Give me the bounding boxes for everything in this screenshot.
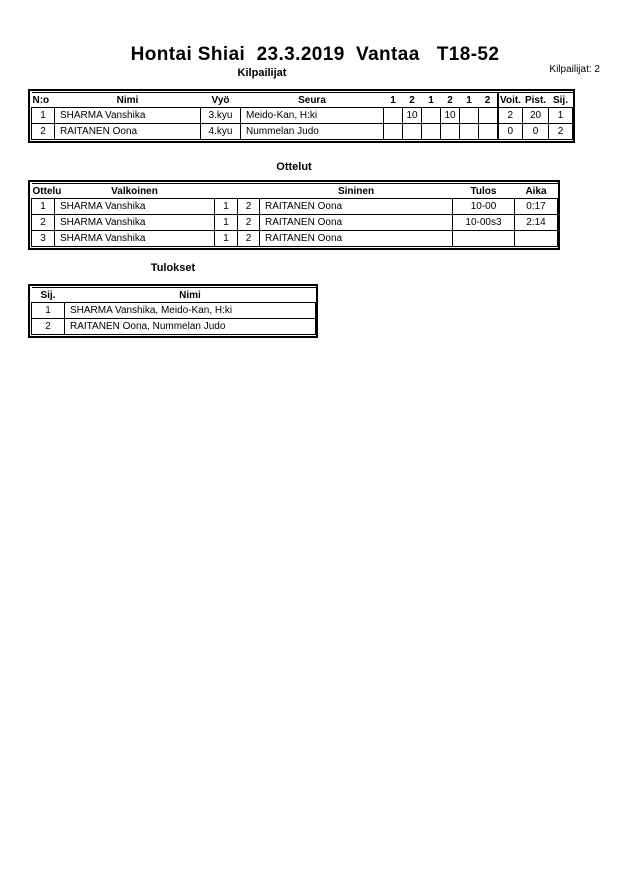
ottelut-header-row [32, 184, 558, 199]
col-header-seura: Seura [241, 93, 384, 108]
kilpailijat-heading: Kilpailijat [237, 67, 287, 79]
col-header-round-6: 2 [479, 93, 498, 108]
tulokset-heading: Tulokset [150, 262, 196, 274]
match-row [32, 215, 558, 231]
cell-nimi: SHARMA Vanshika, Meido-Kan, H:ki [65, 303, 316, 319]
ottelut-heading: Ottelut [276, 161, 312, 173]
cell-vyo: 4.kyu [201, 124, 241, 140]
cell-seura: Meido-Kan, H:ki [241, 108, 384, 124]
cell-sij: 1 [32, 303, 65, 319]
match-row [32, 199, 558, 215]
col-header-round-1: 1 [384, 93, 403, 108]
cell-white-no: 1 [215, 215, 238, 231]
kilpailijat-table-grid [31, 92, 573, 140]
cell-nimi: RAITANEN Oona, Nummelan Judo [65, 319, 316, 335]
ottelut-table [28, 180, 560, 250]
cell-seura: Nummelan Judo [241, 124, 384, 140]
cell-score-4 [441, 124, 460, 140]
cell-voit: 0 [498, 124, 523, 140]
cell-blue-no: 2 [238, 215, 260, 231]
kilpailijat-table [28, 89, 575, 143]
cell-score-2 [403, 124, 422, 140]
col-header-round-5: 1 [460, 93, 479, 108]
kilpailijat-header-row [32, 93, 573, 108]
cell-score-6 [479, 124, 498, 140]
competitor-count: Kilpailijat: 2 [549, 64, 600, 75]
cell-match-no: 1 [32, 199, 55, 215]
col-header-round-4: 2 [441, 93, 460, 108]
col-header-ottelu: Ottelu [32, 185, 62, 197]
cell-valkoinen: SHARMA Vanshika [55, 199, 215, 215]
col-header-valkoinen: Valkoinen [55, 184, 215, 199]
cell-valkoinen: SHARMA Vanshika [55, 215, 215, 231]
tulokset-table [28, 284, 318, 338]
cell-no: 2 [32, 124, 55, 140]
cell-white-no: 1 [215, 231, 238, 247]
cell-score-4: 10 [441, 108, 460, 124]
cell-match-no: 3 [32, 231, 55, 247]
col-header-blue-no [238, 184, 260, 199]
col-header-vyo: Vyö [201, 93, 241, 108]
col-header-round-3: 1 [422, 93, 441, 108]
cell-blue-no: 2 [238, 231, 260, 247]
col-header-voit: Voit. [498, 93, 523, 108]
cell-valkoinen: SHARMA Vanshika [55, 231, 215, 247]
page-title: Hontai Shiai 23.3.2019 Vantaa T18-52 [130, 44, 500, 65]
tulokset-table-grid [31, 287, 316, 335]
col-header-white-no [215, 184, 238, 199]
col-header-pist: Pist. [523, 93, 549, 108]
col-header-nimi: Nimi [65, 288, 316, 303]
cell-aika: 0:17 [515, 199, 558, 215]
col-header-sininen: Sininen [260, 184, 453, 199]
cell-pist: 0 [523, 124, 549, 140]
cell-voit: 2 [498, 108, 523, 124]
result-row [32, 319, 316, 335]
cell-blue-no: 2 [238, 199, 260, 215]
cell-tulos: 10-00 [453, 199, 515, 215]
competitor-row [32, 108, 573, 124]
col-header-sij: Sij. [32, 288, 65, 303]
cell-sij: 2 [549, 124, 573, 140]
col-header-sij: Sij. [549, 93, 573, 108]
cell-score-5 [460, 108, 479, 124]
cell-white-no: 1 [215, 199, 238, 215]
result-row [32, 303, 316, 319]
cell-sininen: RAITANEN Oona [260, 215, 453, 231]
cell-match-no: 2 [32, 215, 55, 231]
cell-score-5 [460, 124, 479, 140]
cell-score-3 [422, 124, 441, 140]
col-header-no: N:o [32, 93, 55, 108]
cell-pist: 20 [523, 108, 549, 124]
match-row [32, 231, 558, 247]
cell-sininen: RAITANEN Oona [260, 231, 453, 247]
cell-score-3 [422, 108, 441, 124]
cell-aika: 2:14 [515, 215, 558, 231]
cell-tulos [453, 231, 515, 247]
cell-score-6 [479, 108, 498, 124]
cell-score-1 [384, 108, 403, 124]
cell-score-2: 10 [403, 108, 422, 124]
ottelut-table-grid [31, 183, 558, 247]
cell-sij: 2 [32, 319, 65, 335]
cell-nimi: SHARMA Vanshika [55, 108, 201, 124]
col-header-tulos: Tulos [453, 184, 515, 199]
cell-no: 1 [32, 108, 55, 124]
tulokset-header-row [32, 288, 316, 303]
col-header-aika: Aika [515, 184, 558, 199]
cell-sininen: RAITANEN Oona [260, 199, 453, 215]
cell-sij: 1 [549, 108, 573, 124]
cell-vyo: 3.kyu [201, 108, 241, 124]
cell-score-1 [384, 124, 403, 140]
cell-aika [515, 231, 558, 247]
cell-nimi: RAITANEN Oona [55, 124, 201, 140]
col-header-nimi: Nimi [55, 93, 201, 108]
competitor-row [32, 124, 573, 140]
cell-tulos: 10-00s3 [453, 215, 515, 231]
col-header-round-2: 2 [403, 93, 422, 108]
